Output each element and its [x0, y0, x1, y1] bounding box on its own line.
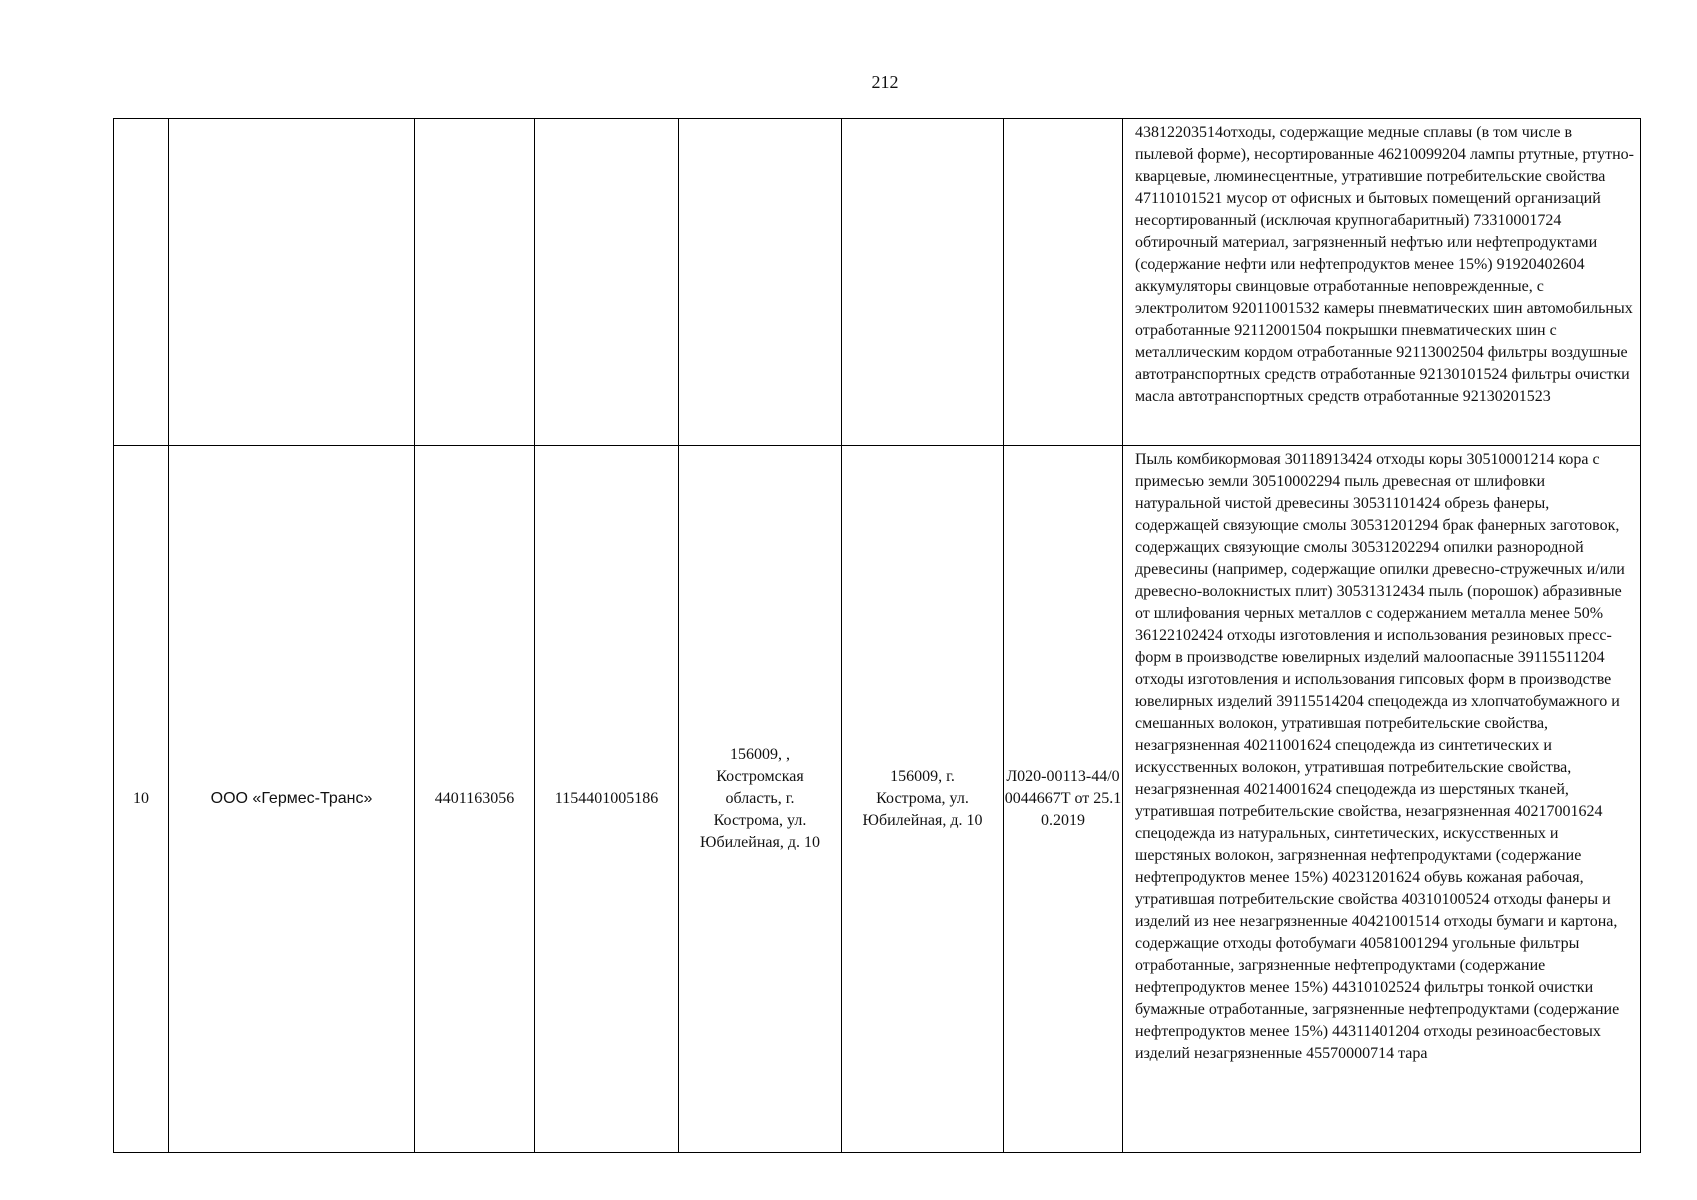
cell-waste-codes: Пыль комбикормовая 30118913424 отходы коры 30510001214 кора с примесью земли 30510002294 пыль древесная от шлифовки натуральной чистой древесины 30531101424 обрезь фанеры, содержащей связующие смолы 30531201294 брак фанерных заготовок, содержащих связующие смолы 30531202294 опилки разнородной древесины (например, содержащие опилки древесно-стружечных и/или древесно-волокнистых плит) 30531312434 пыль (порошок) абразивные от шлифования черных металлов с содержанием металла менее 50% 36122102424 отходы изготовления и использования резиновых пресс-форм в производстве ювелирных изделий малоопасные 39115511204 отходы изготовления и использования гипсовых форм в производстве ювелирных изделий 39115514204 спецодежда из хлопчатобумажного и смешанных волокон, утратившая потребительские свойства, незагрязненная 40211001624 спецодежда из синтетических и искусственных волокон, утратившая потребительские свойства, незагрязненная 40214001624 спецодежда из шерстяных тканей, утратившая потребительские свойства, незагрязненная 40217001624 спецодежда из натуральных, синтетических, искусственных и шерстяных волокон, загрязненная нефтепродуктами (содержание нефтепродуктов менее 15%) 40231201624 обувь кожаная рабочая, утратившая потребительские свойства 40310100524 отходы фанеры и изделий из нее незагрязненные 40421001514 отходы бумаги и картона, содержащие отходы фотобумаги 40581001294 угольные фильтры отработанные, загрязненные нефтепродуктами (содержание нефтепродуктов менее 15%) 44310102524 фильтры тонкой очистки бумажные отработанные, загрязненные нефтепродуктами (содержание нефтепродуктов менее 15%) 44311401204 отходы резиноасбестовых изделий незагрязненные 45570000714 тара — [1123, 446, 1641, 1153]
cell-license — [1004, 119, 1123, 446]
page-number: 212 — [871, 72, 899, 92]
table-row — [114, 446, 1641, 1153]
cell-number: 10 — [114, 446, 169, 1153]
cell-activity-address — [842, 119, 1004, 446]
table-row-continued — [114, 119, 1641, 446]
cell-number — [114, 119, 169, 446]
cell-inn: 4401163056 — [415, 446, 535, 1153]
license-registry-table — [113, 118, 1641, 1153]
cell-inn — [415, 119, 535, 446]
cell-legal-address: 156009, , Костромская область, г. Кострома, ул. Юбилейная, д. 10 — [679, 446, 842, 1153]
cell-activity-address: 156009, г. Кострома, ул. Юбилейная, д. 10 — [842, 446, 1004, 1153]
cell-company — [169, 119, 415, 446]
cell-waste-codes: 43812203514отходы, содержащие медные сплавы (в том числе в пылевой форме), несортированные 46210099204 лампы ртутные, ртутно-кварцевые, люминесцентные, утратившие потребительские свойства 47110101521 мусор от офисных и бытовых помещений организаций несортированный (исключая крупногабаритный) 73310001724 обтирочный материал, загрязненный нефтью или нефтепродуктами (содержание нефти или нефтепродуктов менее 15%) 91920402604 аккумуляторы свинцовые отработанные неповрежденные, с электролитом 92011001532 камеры пневматических шин автомобильных отработанные 92112001504 покрышки пневматических шин с металлическим кордом отработанные 92113002504 фильтры воздушные автотранспортных средств отработанные 92130101524 фильтры очистки масла автотранспортных средств отработанные 92130201523 — [1123, 119, 1641, 446]
cell-license: Л020-00113-44/00044667Т от 25.10.2019 — [1004, 446, 1123, 1153]
cell-legal-address — [679, 119, 842, 446]
cell-ogrn: 1154401005186 — [535, 446, 679, 1153]
cell-ogrn — [535, 119, 679, 446]
cell-company: ООО «Гермес-Транс» — [169, 446, 415, 1153]
